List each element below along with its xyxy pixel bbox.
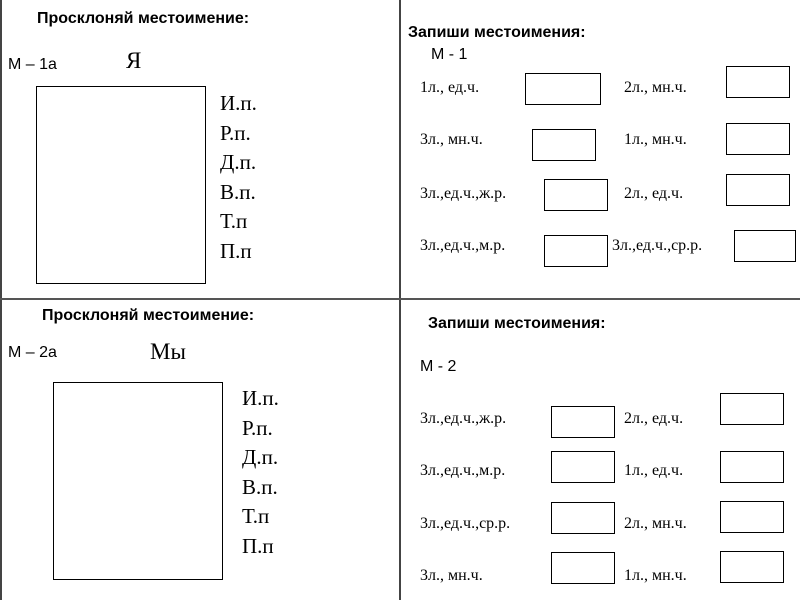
top-right-heading: Запиши местоимения: — [408, 24, 586, 41]
top-right-answer-box-right-2[interactable] — [726, 123, 790, 155]
top-left-variant-label: М – 1а — [8, 56, 57, 73]
bottom-right-answer-box-left-3[interactable] — [551, 502, 615, 534]
bottom-right-variant-label: М - 2 — [420, 358, 457, 375]
case-label-nominative: И.п. — [220, 91, 257, 115]
bottom-right-heading: Запиши местоимения: — [428, 315, 606, 332]
case-label-genitive: Р.п. — [242, 415, 273, 440]
bottom-right-answer-box-left-2[interactable] — [551, 451, 615, 483]
case-label-accusative: В.п. — [242, 474, 278, 499]
top-right-form-left-4: 3л.,ед.ч.,м.р. — [420, 237, 506, 254]
bottom-right-answer-box-left-4[interactable] — [551, 552, 615, 584]
top-right-form-right-1: 2л., мн.ч. — [624, 79, 687, 96]
top-left-case-list — [220, 89, 257, 266]
bottom-right-answer-box-right-2[interactable] — [720, 451, 784, 483]
case-label-prepositional: П.п — [220, 238, 252, 263]
top-right-form-right-4: 3л.,ед.ч.,ср.р. — [612, 237, 703, 254]
top-right-answer-box-right-1[interactable] — [726, 66, 790, 98]
bottom-right-form-left-1: 3л.,ед.ч.,ж.р. — [420, 410, 507, 427]
top-right-answer-box-left-1[interactable] — [525, 73, 601, 105]
top-right-form-right-3: 2л., ед.ч. — [624, 185, 684, 202]
case-label-instrumental: Т.п — [220, 209, 248, 233]
bottom-left-case-list — [242, 384, 279, 561]
top-right-form-left-1: 1л., ед.ч. — [420, 79, 480, 96]
bottom-right-answer-box-right-3[interactable] — [720, 501, 784, 533]
case-label-dative: Д.п. — [242, 445, 279, 469]
bottom-right-answer-box-right-4[interactable] — [720, 551, 784, 583]
top-left-pronoun: Я — [126, 48, 142, 73]
bottom-left-pronoun: Мы — [150, 339, 186, 364]
grid-line-vertical-left — [0, 0, 2, 600]
bottom-left-heading: Просклоняй местоимение: — [42, 307, 255, 324]
top-right-answer-box-left-4[interactable] — [544, 235, 608, 267]
bottom-right-form-left-3: 3л.,ед.ч.,ср.р. — [420, 515, 511, 532]
bottom-left-answer-box[interactable] — [53, 382, 223, 580]
case-label-dative: Д.п. — [220, 150, 257, 174]
bottom-right-answer-box-right-1[interactable] — [720, 393, 784, 425]
top-right-answer-box-right-4[interactable] — [734, 230, 796, 262]
top-right-answer-box-right-3[interactable] — [726, 174, 790, 206]
top-right-form-left-3: 3л.,ед.ч.,ж.р. — [420, 185, 507, 202]
bottom-right-form-left-2: 3л.,ед.ч.,м.р. — [420, 462, 506, 479]
case-label-nominative: И.п. — [242, 386, 279, 410]
bottom-left-variant-label: М – 2а — [8, 344, 57, 361]
top-right-answer-box-left-3[interactable] — [544, 179, 608, 211]
bottom-right-answer-box-left-1[interactable] — [551, 406, 615, 438]
top-left-heading: Просклоняй местоимение: — [37, 10, 250, 27]
bottom-right-form-right-4: 1л., мн.ч. — [624, 567, 687, 584]
case-label-prepositional: П.п — [242, 533, 274, 558]
case-label-accusative: В.п. — [220, 179, 256, 204]
bottom-right-form-right-1: 2л., ед.ч. — [624, 410, 684, 427]
case-label-genitive: Р.п. — [220, 120, 251, 145]
top-right-answer-box-left-2[interactable] — [532, 129, 596, 161]
grid-line-vertical-middle — [399, 0, 401, 600]
bottom-right-form-left-4: 3л., мн.ч. — [420, 567, 483, 584]
top-right-variant-label: М - 1 — [431, 46, 468, 63]
top-left-answer-box[interactable] — [36, 86, 206, 284]
case-label-instrumental: Т.п — [242, 504, 270, 528]
bottom-right-form-right-2: 1л., ед.ч. — [624, 462, 684, 479]
bottom-right-form-right-3: 2л., мн.ч. — [624, 515, 687, 532]
top-right-form-left-2: 3л., мн.ч. — [420, 131, 483, 148]
top-right-form-right-2: 1л., мн.ч. — [624, 131, 687, 148]
grid-line-horizontal-middle — [0, 298, 800, 300]
